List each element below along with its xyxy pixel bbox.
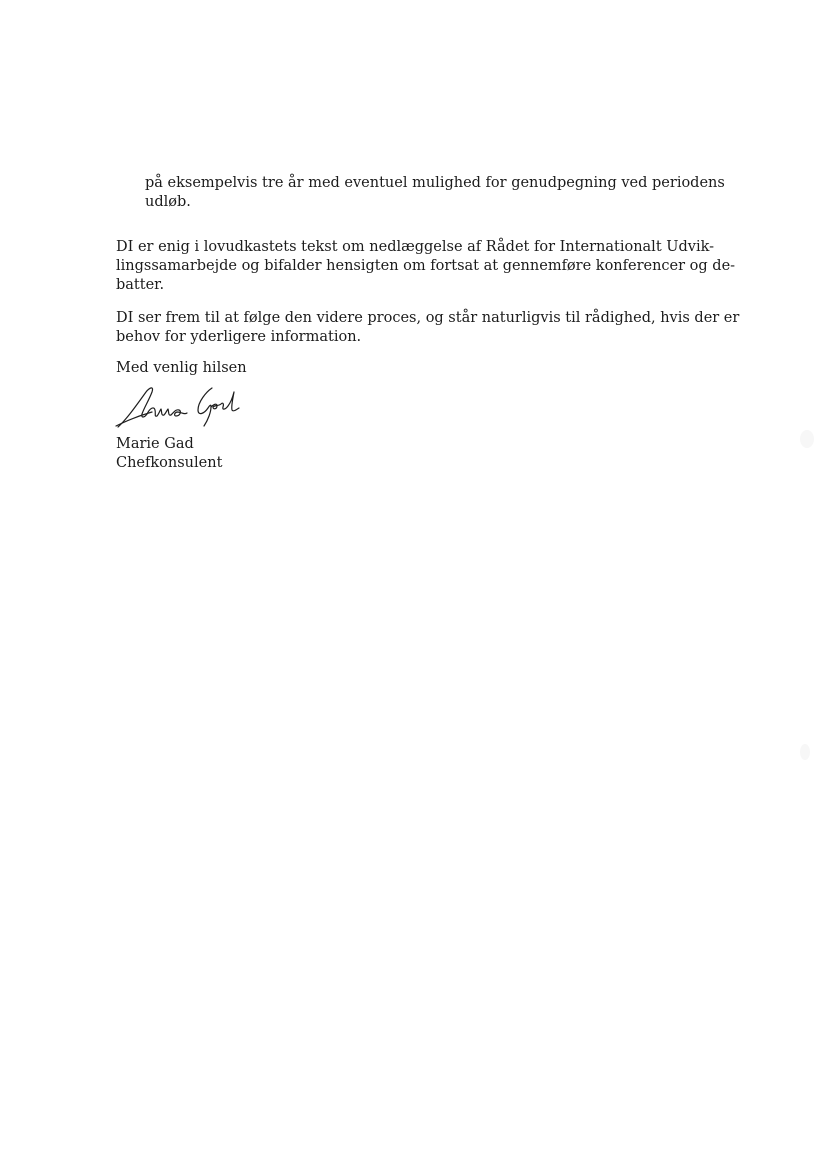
paragraph-line: udløb. [145, 194, 191, 210]
paragraph-continuation [145, 174, 725, 212]
scan-speck [800, 430, 814, 448]
signer-title: Chefkonsulent [116, 455, 223, 471]
signer-name: Marie Gad [116, 436, 194, 452]
paragraph-process [116, 309, 740, 347]
paragraph-line: DI ser frem til at følge den videre proces, og står naturligvis til rådighed, hvis der er [116, 310, 740, 326]
paragraph-line: batter. [116, 277, 165, 293]
paragraph-line: lingssamarbejde og bifalder hensigten om fortsat at gennemføre konferencer og de- [116, 258, 736, 274]
paragraph-council [116, 238, 736, 295]
scan-speck [800, 744, 810, 760]
paragraph-line: DI er enig i lovudkastets tekst om nedlæggelse af Rådet for Internationalt Udvik- [116, 239, 715, 255]
paragraph-line: på eksempelvis tre år med eventuel mulighed for genudpegning ved periodens [145, 175, 725, 191]
paragraph-line: behov for yderligere information. [116, 329, 362, 345]
handwritten-signature [112, 382, 252, 432]
closing-salutation: Med venlig hilsen [116, 360, 247, 376]
